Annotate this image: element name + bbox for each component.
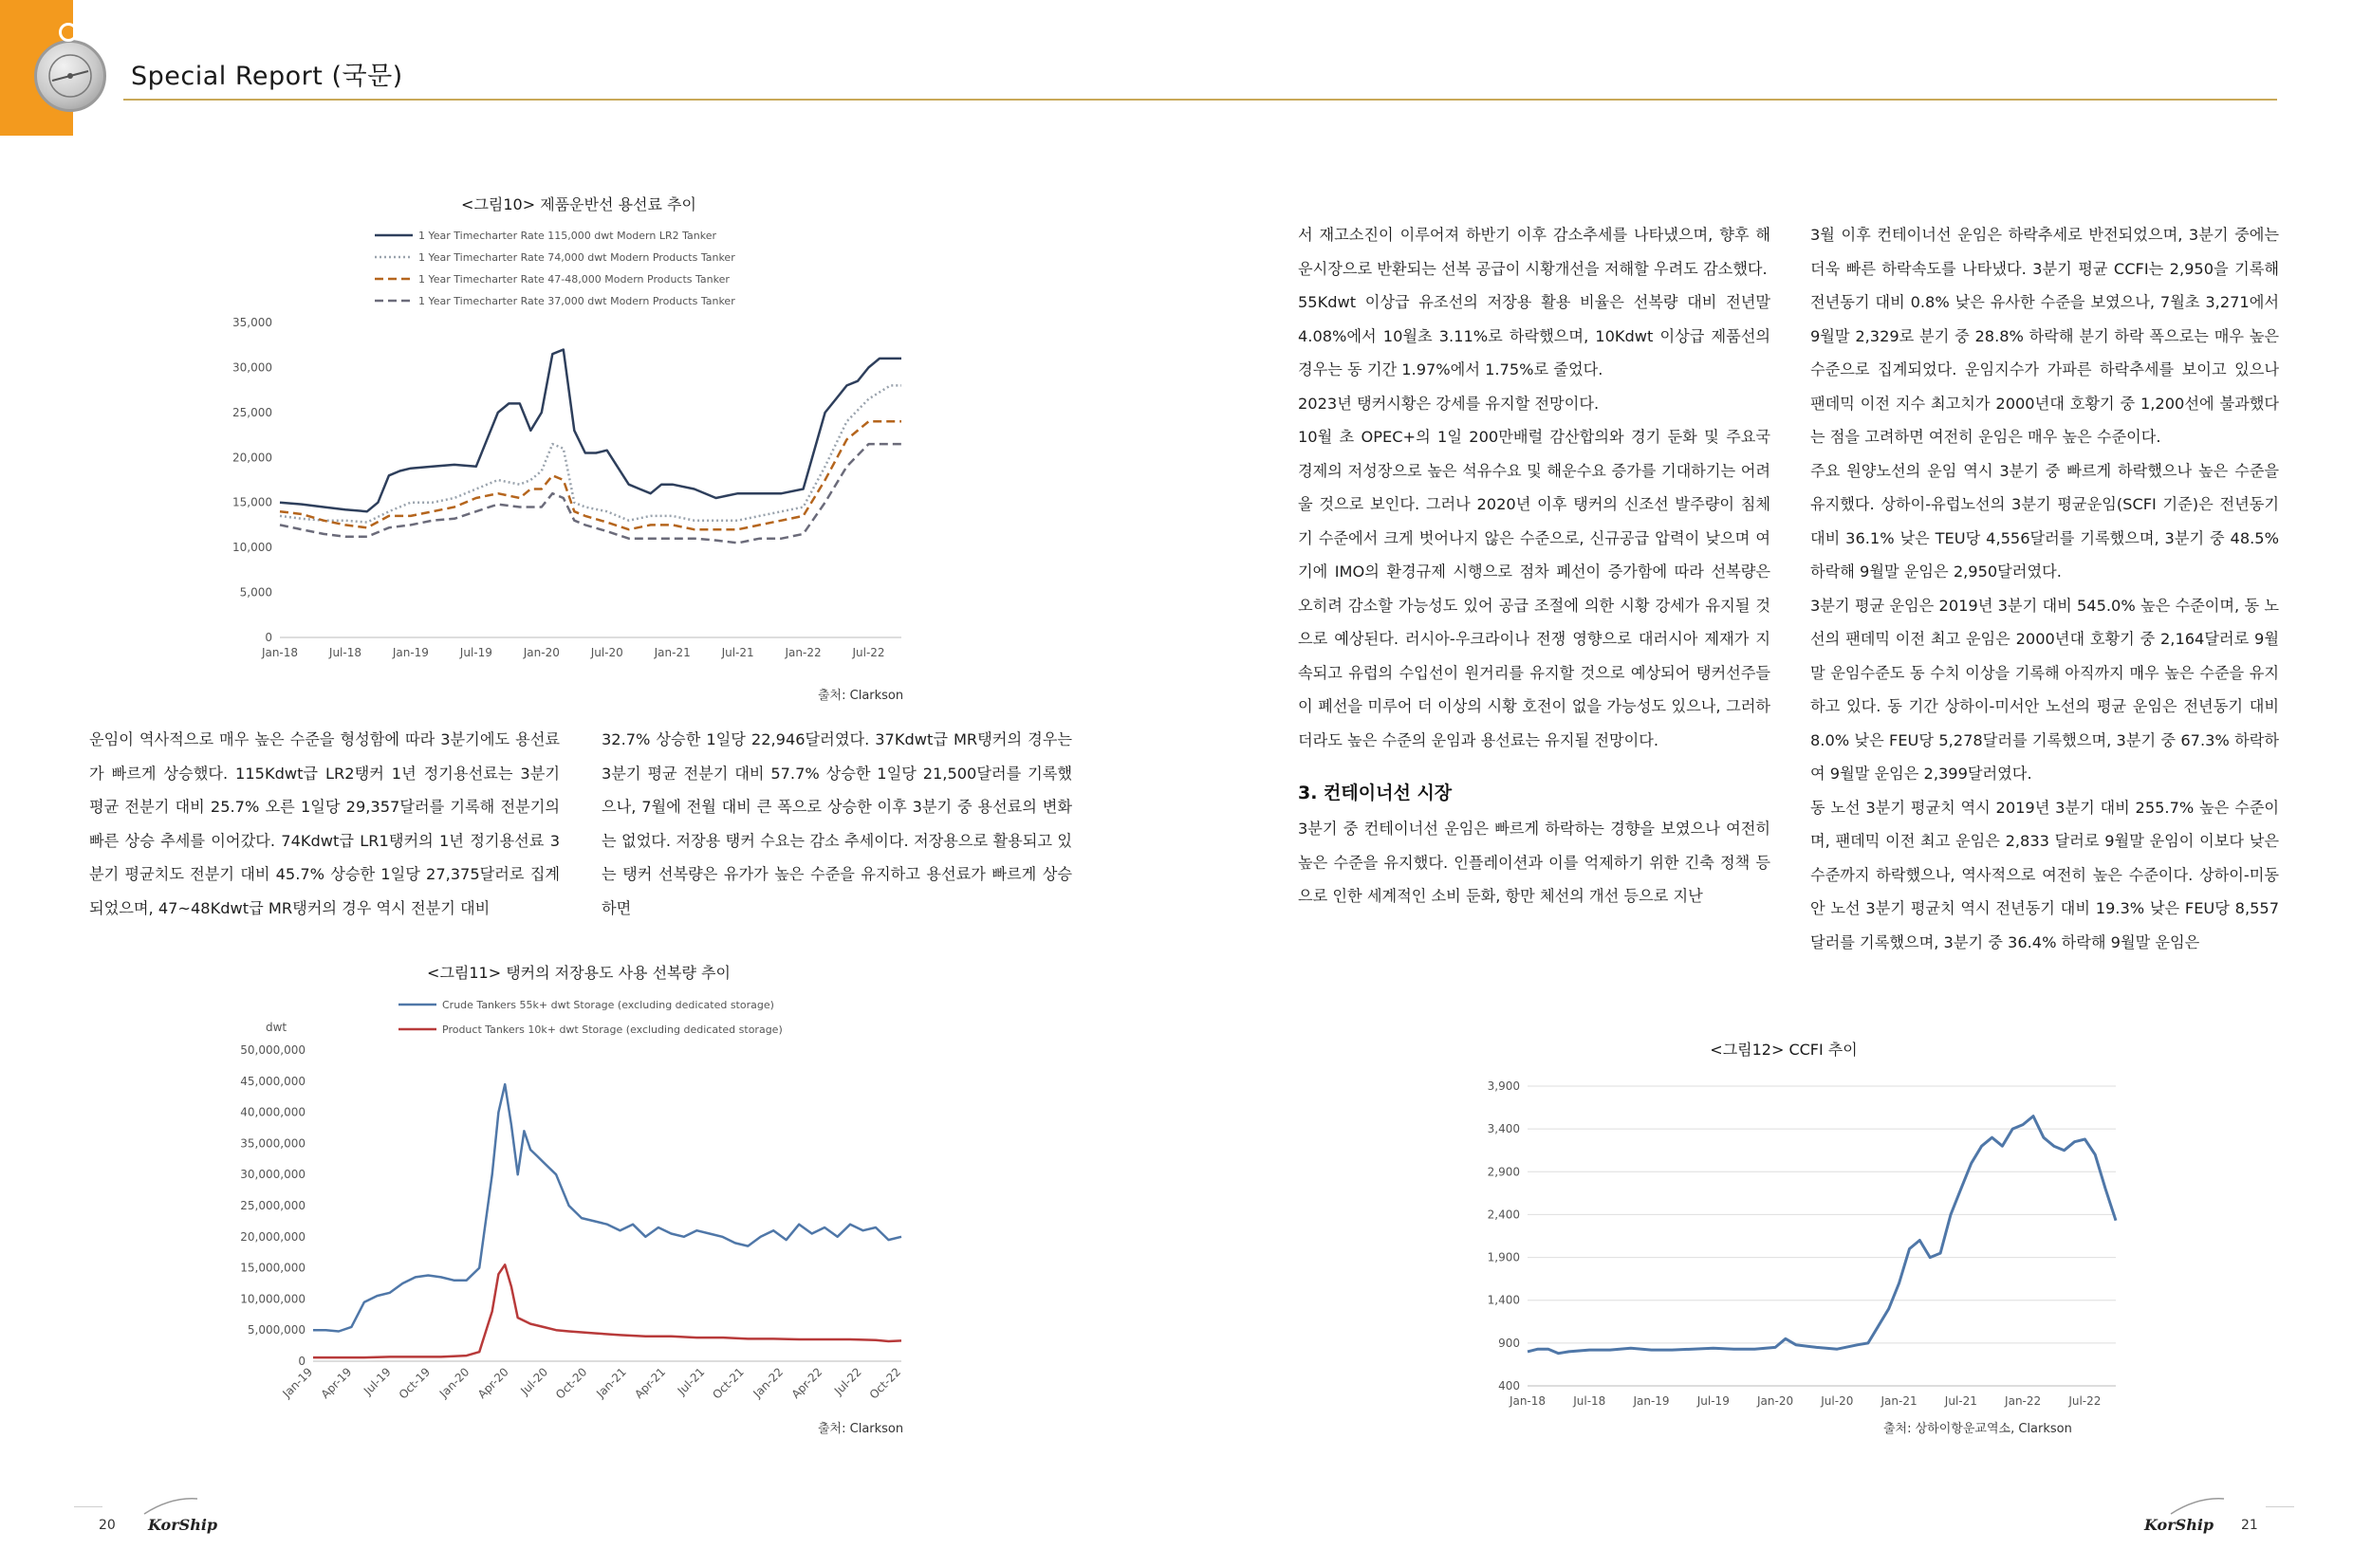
legend-label: 1 Year Timecharter Rate 115,000 dwt Modern LR2 Tanker xyxy=(418,230,716,242)
x-tick-label: Jul-19 xyxy=(361,1365,394,1398)
body-paragraph: 동 노선 3분기 평균치 역시 2019년 3분기 대비 255.7% 높은 수준이며, 팬데믹 이전 최고 운임은 2,833 달러로 9월말 운임이 이보다 낮은 수준까지 하락했으나, 역사적으로 여전히 높은 수준이다. 상하이-미동안 노선 3분기 평균치 역시 전년동기 대비 19.3% 낮은 FEU당 8,557달러를 기록했으며, 3분기 중 36.4% 하락해 9월말 운임은 xyxy=(1810,798,2279,951)
y-tick-label: 400 xyxy=(1498,1379,1520,1393)
figure12-caption: <그림12> CCFI 추이 xyxy=(1710,1041,1858,1059)
body-paragraph: 3월 이후 컨테이너선 운임은 하락추세로 반전되었으며, 3분기 중에는 더욱 빠른 하락속도를 나타냈다. 3분기 평균 CCFI는 2,950을 기록해 전년동기 대비 0.8% 낮은 유사한 수준을 보였으나, 7월초 3,271에서 9월말 2,329로 분기 중 28.8% 하락해 분기 하락 폭으로는 매우 높은 수준으로 집계되었다. 운임지수가 가파른 하락추세를 보이고 있으나 팬데믹 이전 지수 최고치가 2000년대 호황기 중 1,200선에 불과했다는 점을 고려하면 여전히 운임은 매우 높은 수준이다. xyxy=(1810,226,2279,446)
right-page-number: 21 xyxy=(2241,1518,2258,1533)
y-tick-label: 20,000,000 xyxy=(240,1229,306,1244)
body-paragraph: 3분기 평균 운임은 2019년 3분기 대비 545.0% 높은 수준이며, 동 노선의 팬데믹 이전 최고 운임은 2000년대 호황기 중 2,164달러로 9월말 운임수준도 동 수치 이상을 기록해 아직까지 매우 높은 수준을 유지하고 있다. 동 기간 상하이-미서안 노선의 평균 운임은 전년동기 대비 8.0% 낮은 FEU당 5,278달러를 기록했으며, 3분기 중 67.3% 하락하여 9월말 운임은 2,399달러였다. xyxy=(1810,596,2279,783)
x-tick-label: Apr-22 xyxy=(788,1365,825,1402)
x-tick-label: Apr-19 xyxy=(318,1365,355,1402)
legend-label: 1 Year Timecharter Rate 47-48,000 Modern Products Tanker xyxy=(418,273,730,286)
y-tick-label: 3,900 xyxy=(1487,1079,1520,1093)
figure10-caption: <그림10> 제품운반선 용선료 추이 xyxy=(461,195,696,213)
x-tick-label: Jan-22 xyxy=(2005,1394,2042,1408)
x-tick-label: Jan-22 xyxy=(785,646,822,659)
x-tick-label: Jan-20 xyxy=(436,1365,472,1401)
y-axis-label: dwt xyxy=(266,1021,287,1034)
left-text-column-1 xyxy=(89,723,560,925)
figure11-caption: <그림11> 탱커의 저장용도 사용 선복량 추이 xyxy=(427,964,731,982)
y-tick-label: 35,000,000 xyxy=(240,1136,306,1151)
x-tick-label: Jan-19 xyxy=(392,646,429,659)
x-tick-label: Jul-21 xyxy=(1944,1394,1977,1408)
x-tick-label: Jan-22 xyxy=(750,1365,787,1401)
body-paragraph: 2023년 탱커시황은 강세를 유지할 전망이다. xyxy=(1298,394,1600,413)
x-tick-label: Jul-22 xyxy=(2068,1394,2102,1408)
y-tick-label: 10,000 xyxy=(232,541,272,555)
right-text-column-1 xyxy=(1298,218,1770,913)
body-paragraph: 운임이 역사적으로 매우 높은 수준을 형성함에 따라 3분기에도 용선료가 빠르게 상승했다. 115Kdwt급 LR2탱커 1년 정기용선료는 3분기 평균 전분기 대비 25.7% 오른 1일당 29,357달러를 기록해 전분기의 빠른 상승 추세를 이어갔다. 74Kdwt급 LR1탱커의 1년 정기용선료 3분기 평균치도 전분기 대비 45.7% 상승한 1일당 27,375달러로 집계되었으며, 47~48Kdwt급 MR탱커의 경우 역시 전분기 대비 xyxy=(89,730,560,917)
y-tick-label: 45,000,000 xyxy=(240,1074,306,1088)
x-tick-label: Jul-21 xyxy=(675,1365,708,1398)
x-tick-label: Jul-20 xyxy=(590,646,623,659)
legend-label: 1 Year Timecharter Rate 74,000 dwt Modern Products Tanker xyxy=(418,251,735,264)
figure12-chart xyxy=(1461,1067,2144,1418)
x-tick-label: Jan-19 xyxy=(280,1365,316,1401)
y-tick-label: 2,900 xyxy=(1487,1165,1520,1179)
x-tick-label: Jan-21 xyxy=(654,646,691,659)
x-tick-label: Jan-20 xyxy=(1756,1394,1794,1408)
y-tick-label: 40,000,000 xyxy=(240,1105,306,1119)
x-tick-label: Jul-21 xyxy=(721,646,754,659)
y-tick-label: 1,400 xyxy=(1487,1293,1520,1307)
figure10-source: 출처: Clarkson xyxy=(818,689,904,703)
figure11-chart xyxy=(218,991,920,1409)
footer-brand-logo-right: KorShip xyxy=(2144,1516,2214,1534)
y-tick-label: 2,400 xyxy=(1487,1208,1520,1222)
x-tick-label: Jan-20 xyxy=(523,646,560,659)
x-tick-label: Jul-18 xyxy=(328,646,361,659)
x-tick-label: Oct-21 xyxy=(710,1365,747,1402)
y-tick-label: 0 xyxy=(265,631,272,644)
body-paragraph: 주요 원양노선의 운임 역시 3분기 중 빠르게 하락했으나 높은 수준을 유지했다. 상하이-유럽노선의 3분기 평균운임(SCFI 기준)은 전년동기 대비 36.1% 낮은 TEU당 4,556달러를 기록했으며, 3분기 중 48.5% 하락해 9월말 운임은 2,950달러였다. xyxy=(1810,461,2279,581)
y-tick-label: 15,000,000 xyxy=(240,1261,306,1275)
body-paragraph: 55Kdwt 이상급 유조선의 저장용 활용 비율은 선복량 대비 전년말 4.08%에서 10월초 3.11%로 하락했으며, 10Kdwt 이상급 제품선의 경우는 동 기간 1.97%에서 1.75%로 줄었다. xyxy=(1298,293,1770,378)
y-tick-label: 30,000 xyxy=(232,360,272,375)
y-tick-label: 3,400 xyxy=(1487,1122,1520,1136)
footer-rule-left xyxy=(74,1506,102,1507)
y-tick-label: 25,000 xyxy=(232,405,272,419)
x-tick-label: Jan-21 xyxy=(1881,1394,1918,1408)
y-tick-label: 25,000,000 xyxy=(240,1199,306,1212)
right-text-column-2 xyxy=(1810,218,2279,959)
y-tick-label: 30,000,000 xyxy=(240,1168,306,1182)
x-tick-label: Jul-20 xyxy=(1821,1394,1854,1408)
x-tick-label: Jul-22 xyxy=(852,646,885,659)
figure12-source: 출처: 상하이항운교역소, Clarkson xyxy=(1883,1422,2072,1436)
y-tick-label: 50,000,000 xyxy=(240,1043,306,1057)
body-paragraph: 서 재고소진이 이루어져 하반기 이후 감소추세를 나타냈으며, 향후 해운시장으로 반환되는 선복 공급이 시황개선을 저해할 우려도 감소했다. xyxy=(1298,226,1770,278)
left-page-number: 20 xyxy=(99,1518,116,1533)
x-tick-label: Jan-21 xyxy=(593,1365,629,1401)
x-tick-label: Jan-19 xyxy=(1633,1394,1670,1408)
x-tick-label: Jul-22 xyxy=(831,1365,864,1398)
x-tick-label: Jan-18 xyxy=(261,646,299,659)
y-tick-label: 10,000,000 xyxy=(240,1292,306,1306)
section-header-title: Special Report (국문) xyxy=(131,62,403,91)
x-tick-label: Oct-20 xyxy=(553,1365,590,1402)
x-tick-label: Jul-19 xyxy=(1696,1394,1730,1408)
logo-ring-icon xyxy=(59,23,78,42)
section-heading-container-market: 3. 컨테이너선 시장 xyxy=(1298,783,1453,803)
y-tick-label: 15,000 xyxy=(232,495,272,509)
header-divider xyxy=(123,99,2277,101)
footer-rule-right xyxy=(2266,1506,2294,1507)
footer-brand-logo-left: KorShip xyxy=(148,1516,218,1534)
series-line xyxy=(280,350,901,512)
x-tick-label: Apr-20 xyxy=(474,1365,511,1402)
series-line xyxy=(313,1084,901,1331)
footer-swoosh-icon xyxy=(2169,1495,2226,1516)
x-tick-label: Apr-21 xyxy=(632,1365,669,1402)
footer-swoosh-icon xyxy=(142,1495,199,1516)
y-tick-label: 0 xyxy=(298,1355,306,1368)
series-line xyxy=(313,1264,901,1357)
figure11-source: 출처: Clarkson xyxy=(818,1422,904,1436)
legend-label: 1 Year Timecharter Rate 37,000 dwt Modern Products Tanker xyxy=(418,295,735,307)
series-line xyxy=(280,444,901,543)
y-tick-label: 5,000 xyxy=(239,585,272,600)
y-tick-label: 900 xyxy=(1498,1336,1520,1350)
legend-label: Product Tankers 10k+ dwt Storage (excluding dedicated storage) xyxy=(442,1024,783,1036)
left-text-column-2 xyxy=(602,723,1072,925)
y-tick-label: 35,000 xyxy=(232,316,272,329)
x-tick-label: Oct-22 xyxy=(866,1365,904,1402)
x-tick-label: Jul-20 xyxy=(518,1365,551,1398)
x-tick-label: Jul-19 xyxy=(459,646,492,659)
x-tick-label: Oct-19 xyxy=(396,1365,434,1402)
compass-logo-icon xyxy=(34,40,106,112)
x-tick-label: Jan-18 xyxy=(1509,1394,1547,1408)
x-tick-label: Jul-18 xyxy=(1573,1394,1606,1408)
y-tick-label: 20,000 xyxy=(232,451,272,465)
series-line xyxy=(1528,1116,2116,1354)
y-tick-label: 1,900 xyxy=(1487,1250,1520,1264)
figure10-chart xyxy=(218,220,920,675)
body-paragraph: 32.7% 상승한 1일당 22,946달러였다. 37Kdwt급 MR탱커의 경우는 3분기 평균 전분기 대비 57.7% 상승한 1일당 21,500달러를 기록했으나, 7월에 전월 대비 큰 폭으로 상승한 이후 3분기 중 용선료의 변화는 없었다. 저장용 탱커 수요는 감소 추세이다. 저장용으로 활용되고 있는 탱커 선복량은 유가가 높은 수준을 유지하고 용선료가 빠르게 상승하면 xyxy=(602,730,1072,917)
body-paragraph: 10월 초 OPEC+의 1일 200만배럴 감산합의와 경기 둔화 및 주요국 경제의 저성장으로 높은 석유수요 및 해운수요 증가를 기대하기는 어려울 것으로 보인다. 그러나 2020년 이후 탱커의 신조선 발주량이 침체기 수준에서 크게 벗어나지 않은 수준으로, 신규공급 압력이 낮으며 여기에 IMO의 환경규제 시행으로 점차 폐선이 증가함에 따라 선복량은 오히려 감소할 가능성도 있어 공급 조절에 의한 시황 강세가 유지될 것으로 예상된다. 러시아-우크라이나 전쟁 영향으로 대러시아 제재가 지속되고 유럽의 수입선이 원거리를 유지할 것으로 예상되어 탱커선주들이 폐선을 미루어 더 이상의 시황 호전이 없을 가능성도 있으나, 그러하더라도 높은 수준의 운임과 용선료는 유지될 전망이다. xyxy=(1298,428,1770,749)
legend-label: Crude Tankers 55k+ dwt Storage (excluding dedicated storage) xyxy=(442,999,774,1011)
body-paragraph: 3분기 중 컨테이너선 운임은 빠르게 하락하는 경향을 보였으나 여전히 높은 수준을 유지했다. 인플레이션과 이를 억제하기 위한 긴축 정책 등으로 인한 세계적인 소비 둔화, 항만 체선의 개선 등으로 지난 xyxy=(1298,820,1770,905)
y-tick-label: 5,000,000 xyxy=(247,1323,306,1337)
